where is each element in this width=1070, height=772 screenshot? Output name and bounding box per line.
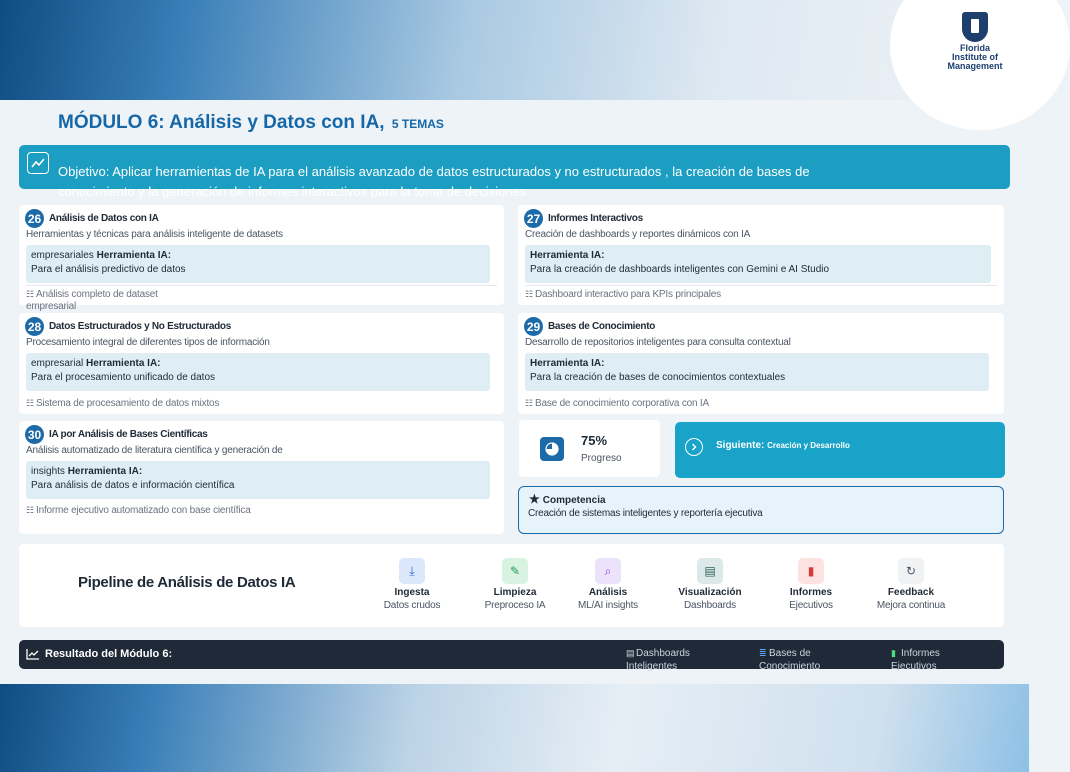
topic-number: 27 — [524, 209, 543, 228]
step-name: Ingesta — [394, 587, 430, 598]
pipeline-step-feedback — [861, 558, 961, 612]
file-icon: ▮ — [798, 558, 824, 584]
result-item: ▤Dashboards Inteligentes — [626, 648, 690, 672]
topic-number: 28 — [25, 317, 44, 336]
refresh-icon: ↻ — [898, 558, 924, 584]
divider — [525, 285, 997, 286]
topic-description: Procesamiento integral de diferentes tipos de información — [26, 337, 270, 348]
tool-label: Herramienta IA: — [96, 250, 172, 261]
chart-line-icon — [26, 648, 40, 660]
pie-chart-icon — [540, 437, 564, 461]
list-icon: ☷ — [26, 289, 34, 299]
topic-number: 29 — [524, 317, 543, 336]
deliverable: ☷ Dashboard interactivo para KPIs principales — [525, 289, 721, 300]
deliverable: ☷ Sistema de procesamiento de datos mixtos — [26, 398, 220, 409]
topic-number: 26 — [25, 209, 44, 228]
next-label: Siguiente: Creación y Desarrollo — [716, 440, 850, 451]
objective-text: Objetivo: Aplicar herramientas de IA para el análisis avanzado de datos estructurados y no estructurados , la creación de bases de conocimiento y la generación de informes interactivos para la toma de decisiones — [58, 164, 810, 199]
file-icon: ▮ — [891, 648, 896, 658]
list-icon: ☷ — [525, 289, 533, 299]
step-subtitle: Preproceso IA — [484, 600, 546, 611]
star-icon: ★ — [529, 492, 540, 506]
step-name: Visualización — [678, 587, 742, 598]
tool-prefix: insights — [31, 466, 65, 477]
topic-card-28[interactable] — [19, 313, 504, 414]
list-icon: ☷ — [26, 398, 34, 408]
broom-icon: ✎ — [502, 558, 528, 584]
topic-card-30[interactable] — [19, 421, 504, 534]
tool-box — [26, 245, 490, 283]
tool-text: Para la creación de bases de conocimientos contextuales — [530, 372, 786, 383]
pipeline-title: Pipeline de Análisis de Datos IA — [78, 574, 296, 591]
pipeline-step-visualización — [660, 558, 760, 612]
next-module-name: Creación y Desarrollo — [767, 441, 850, 450]
tool-box — [26, 461, 490, 499]
pipeline-panel — [19, 544, 1004, 627]
topic-description: Análisis automatizado de literatura científica y generación de — [26, 445, 283, 456]
list-icon: ☷ — [525, 398, 533, 408]
download-icon: ⤓ — [399, 558, 425, 584]
step-name: Limpieza — [493, 587, 537, 598]
tool-label: Herramienta IA: — [67, 466, 143, 477]
chart-icon: ▤ — [697, 558, 723, 584]
shield-icon — [962, 12, 988, 42]
footer-background — [0, 684, 1029, 772]
pipeline-step-informes — [761, 558, 861, 612]
step-subtitle: Datos crudos — [383, 600, 441, 611]
list-icon: ☷ — [26, 505, 34, 515]
tool-label: Herramienta IA: — [530, 358, 605, 369]
pipeline-step-limpieza — [465, 558, 565, 612]
deliverable: ☷ Análisis completo de dataset empresarial — [26, 289, 158, 312]
progress-value: 75% — [581, 433, 608, 448]
objective-banner — [19, 145, 1010, 199]
tool-box — [525, 245, 991, 283]
deliverable: ☷ Informe ejecutivo automatizado con base científica — [26, 505, 251, 516]
tool-text: Para el análisis predictivo de datos — [31, 264, 186, 275]
progress-label: Progreso — [581, 453, 622, 464]
result-item: ▮ Informes Ejecutivos — [891, 648, 940, 672]
logo-line-1: Florida — [959, 43, 990, 53]
search-icon: ⌕ — [595, 558, 621, 584]
database-icon: ≣ — [759, 648, 767, 658]
logo-line-2: Institute of — [952, 52, 998, 62]
tool-prefix: empresariales — [31, 250, 94, 261]
competency-text: Creación de sistemas inteligentes y reportería ejecutiva — [528, 508, 763, 519]
topic-title: Bases de Conocimiento — [548, 321, 656, 332]
competency-title: ★ Competencia — [529, 492, 606, 506]
chevron-right-icon — [685, 438, 703, 456]
topic-card-26[interactable] — [19, 205, 504, 312]
logo-line-3: Management — [947, 61, 1003, 71]
topic-description: Desarrollo de repositorios inteligentes para consulta contextual — [525, 337, 791, 348]
next-module-button[interactable] — [675, 422, 1005, 478]
topic-title: IA por Análisis de Bases Científicas — [49, 429, 208, 440]
step-name: Feedback — [887, 587, 935, 598]
topic-card-29[interactable] — [518, 313, 1004, 414]
tool-label: Herramienta IA: — [86, 358, 161, 369]
pipeline-step-análisis — [558, 558, 658, 612]
chart-line-icon — [27, 152, 49, 174]
tool-text: Para la creación de dashboards inteligentes con Gemini e AI Studio — [530, 264, 830, 275]
topic-title: Análisis de Datos con IA — [49, 213, 159, 224]
tool-text: Para análisis de datos e información científica — [31, 480, 235, 491]
step-subtitle: ML/AI insights — [577, 600, 638, 611]
pipeline-step-ingesta — [362, 558, 462, 612]
header-background — [0, 0, 1029, 100]
progress-card — [519, 420, 660, 477]
tool-text: Para el procesamiento unificado de datos — [31, 372, 216, 383]
topic-title: Datos Estructurados y No Estructurados — [49, 321, 231, 332]
module-title: MÓDULO 6: Análisis y Datos con IA, — [58, 112, 385, 133]
chart-icon: ▤ — [626, 648, 635, 658]
tool-prefix: empresarial — [31, 358, 84, 369]
deliverable: ☷ Base de conocimiento corporativa con IA — [525, 398, 709, 409]
tool-box — [525, 353, 989, 391]
step-subtitle: Dashboards — [684, 600, 736, 611]
topic-number: 30 — [25, 425, 44, 444]
step-subtitle: Mejora continua — [876, 600, 946, 611]
page-title — [58, 112, 444, 134]
step-name: Informes — [789, 587, 833, 598]
tool-label: Herramienta IA: — [530, 250, 605, 261]
result-bar — [19, 640, 1004, 672]
topic-description: Creación de dashboards y reportes dinámicos con IA — [525, 229, 751, 240]
institute-logo — [935, 12, 1015, 71]
step-name: Análisis — [588, 587, 628, 598]
topic-description: Herramientas y técnicas para análisis inteligente de datasets — [26, 229, 283, 240]
topic-title: Informes Interactivos — [548, 213, 643, 224]
result-title: Resultado del Módulo 6: — [45, 648, 173, 660]
step-subtitle: Ejecutivos — [789, 600, 833, 611]
tool-box — [26, 353, 490, 391]
topic-card-27[interactable] — [518, 205, 1004, 305]
competency-box — [518, 486, 1004, 534]
result-item: ≣ Bases de Conocimiento — [759, 648, 821, 672]
divider — [26, 285, 497, 286]
topic-count: 5 TEMAS — [391, 117, 444, 131]
